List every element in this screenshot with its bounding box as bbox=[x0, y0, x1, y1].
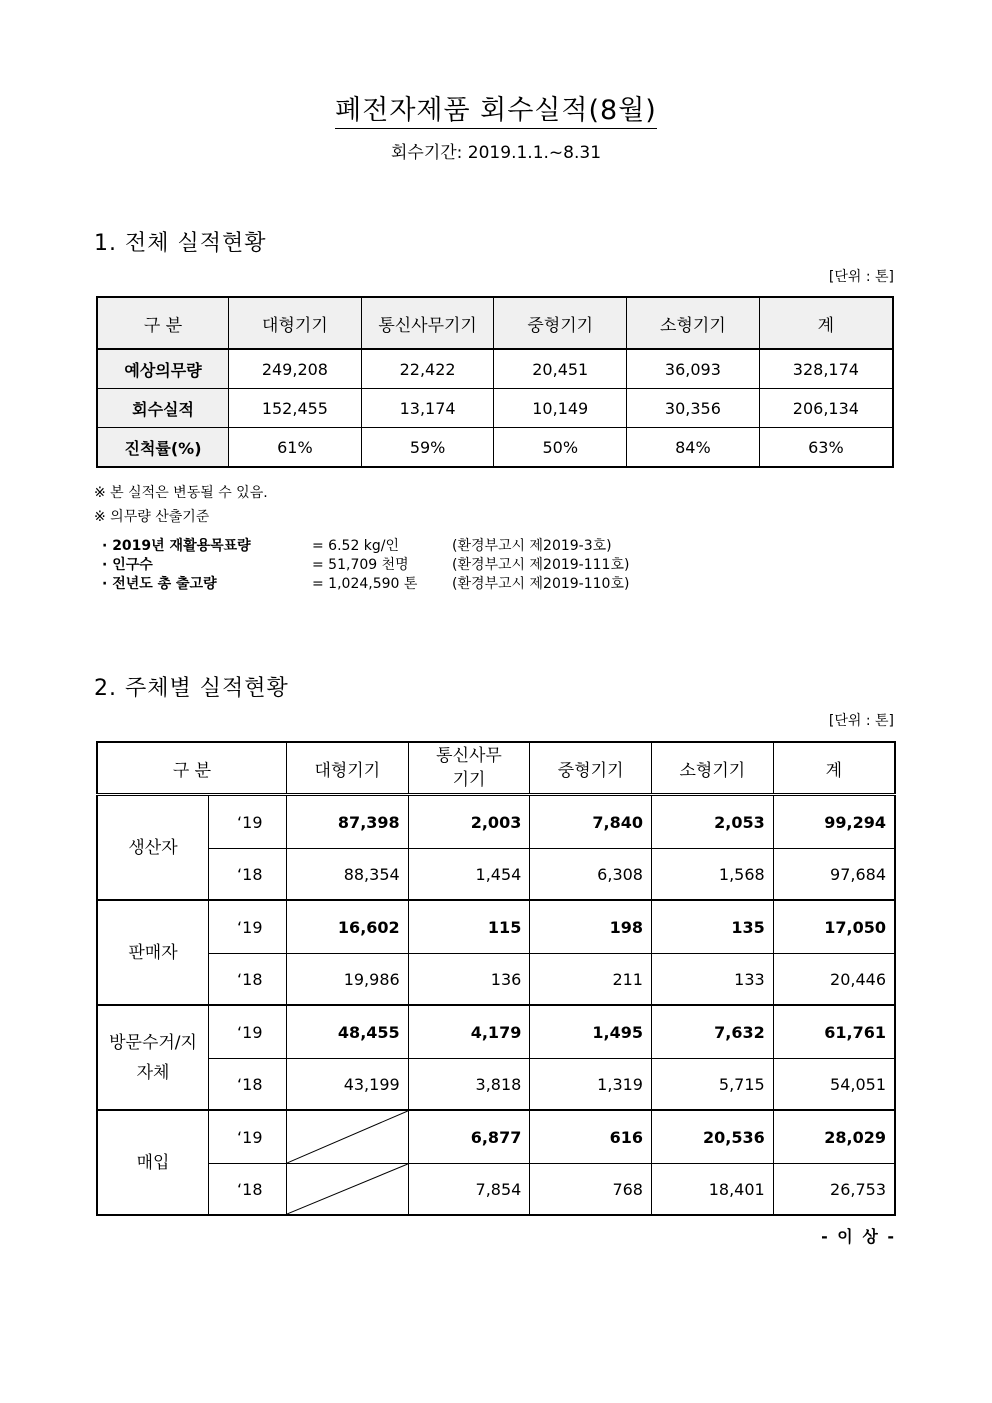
table-cell: 13,174 bbox=[361, 389, 494, 428]
table-cell: 1,319 bbox=[530, 1059, 652, 1111]
table-cell: 87,398 bbox=[286, 795, 408, 849]
table-cell: 63% bbox=[759, 428, 893, 468]
table-cell: 43,199 bbox=[286, 1059, 408, 1111]
table-cell: 19,986 bbox=[286, 954, 408, 1006]
column-header: 소형기기 bbox=[627, 297, 760, 349]
column-header: 통신사무기기 bbox=[361, 297, 494, 349]
table-cell: 6,877 bbox=[408, 1110, 530, 1164]
table-cell: 198 bbox=[530, 900, 652, 954]
year-label: ‘19 bbox=[209, 795, 287, 849]
table-row bbox=[97, 349, 893, 389]
table-cell: 249,208 bbox=[229, 349, 362, 389]
table-row bbox=[97, 1005, 895, 1059]
basis-reference: (환경부고시 제2019-110호) bbox=[452, 576, 630, 592]
column-header: 소형기기 bbox=[651, 742, 773, 795]
table-cell: 7,840 bbox=[530, 795, 652, 849]
group-label: 생산자 bbox=[97, 795, 209, 901]
column-header: 통신사무 기기 bbox=[408, 742, 530, 795]
column-header: 대형기기 bbox=[286, 742, 408, 795]
table-cell: 115 bbox=[408, 900, 530, 954]
table-cell: 61% bbox=[229, 428, 362, 468]
by-entity-performance-table bbox=[96, 741, 896, 1216]
basis-label: · 인구수 bbox=[102, 557, 153, 573]
row-header: 진척률(%) bbox=[97, 428, 229, 468]
note-variation: ※ 본 실적은 변동될 수 있음. bbox=[94, 485, 268, 501]
table-cell: 16,602 bbox=[286, 900, 408, 954]
table-cell: 133 bbox=[651, 954, 773, 1006]
basis-reference: (환경부고시 제2019-3호) bbox=[452, 538, 612, 554]
table-row bbox=[97, 849, 895, 901]
table-cell: 10,149 bbox=[494, 389, 627, 428]
table-cell: 54,051 bbox=[773, 1059, 895, 1111]
table-cell: 1,568 bbox=[651, 849, 773, 901]
basis-value: = 6.52 kg/인 bbox=[312, 538, 400, 554]
table-cell: 20,446 bbox=[773, 954, 895, 1006]
table-cell: 17,050 bbox=[773, 900, 895, 954]
document-title: 폐전자제품 회수실적(8월) bbox=[0, 88, 992, 127]
column-header: 중형기기 bbox=[494, 297, 627, 349]
table-row bbox=[97, 900, 895, 954]
row-header: 예상의무량 bbox=[97, 349, 229, 389]
table-cell: 48,455 bbox=[286, 1005, 408, 1059]
list-item bbox=[102, 575, 712, 594]
column-header: 중형기기 bbox=[530, 742, 652, 795]
table-cell: 84% bbox=[627, 428, 760, 468]
table-cell: 6,308 bbox=[530, 849, 652, 901]
table-cell: 20,536 bbox=[651, 1110, 773, 1164]
table-cell: 61,761 bbox=[773, 1005, 895, 1059]
table-cell: 99,294 bbox=[773, 795, 895, 849]
table-cell: 616 bbox=[530, 1110, 652, 1164]
table-cell: 152,455 bbox=[229, 389, 362, 428]
year-label: ‘19 bbox=[209, 1005, 287, 1059]
table-header-row bbox=[97, 297, 893, 349]
year-label: ‘18 bbox=[209, 954, 287, 1006]
table-cell: 36,093 bbox=[627, 349, 760, 389]
table-cell: 5,715 bbox=[651, 1059, 773, 1111]
table-row bbox=[97, 428, 893, 468]
collection-period: 회수기간: 2019.1.1.~8.31 bbox=[390, 143, 602, 163]
table-row bbox=[97, 1164, 895, 1216]
basis-reference: (환경부고시 제2019-111호) bbox=[452, 557, 630, 573]
table-row bbox=[97, 954, 895, 1006]
empty-diagonal-cell bbox=[286, 1164, 408, 1216]
diagonal-line bbox=[287, 1164, 408, 1214]
table-cell: 7,854 bbox=[408, 1164, 530, 1216]
basis-label: · 2019년 재활용목표량 bbox=[102, 538, 251, 554]
section2-unit: [단위 : 톤] bbox=[828, 713, 894, 729]
year-label: ‘18 bbox=[209, 1164, 287, 1216]
note-basis: ※ 의무량 산출기준 bbox=[94, 509, 210, 525]
column-header: 구 분 bbox=[97, 297, 229, 349]
group-label: 판매자 bbox=[97, 900, 209, 1005]
basis-value: = 51,709 천명 bbox=[312, 557, 409, 573]
column-header: 계 bbox=[759, 297, 893, 349]
table-cell: 1,454 bbox=[408, 849, 530, 901]
table-cell: 22,422 bbox=[361, 349, 494, 389]
diagonal-line bbox=[287, 1111, 408, 1163]
column-header: 구 분 bbox=[97, 742, 286, 795]
table-cell: 328,174 bbox=[759, 349, 893, 389]
list-item bbox=[102, 556, 712, 575]
table-cell: 4,179 bbox=[408, 1005, 530, 1059]
table-cell: 135 bbox=[651, 900, 773, 954]
table-cell: 18,401 bbox=[651, 1164, 773, 1216]
table-cell: 206,134 bbox=[759, 389, 893, 428]
table-cell: 7,632 bbox=[651, 1005, 773, 1059]
overall-performance-table bbox=[96, 296, 894, 468]
empty-diagonal-cell bbox=[286, 1110, 408, 1164]
table-cell: 2,053 bbox=[651, 795, 773, 849]
table-cell: 2,003 bbox=[408, 795, 530, 849]
table-cell: 28,029 bbox=[773, 1110, 895, 1164]
table-cell: 768 bbox=[530, 1164, 652, 1216]
table-cell: 1,495 bbox=[530, 1005, 652, 1059]
table-cell: 59% bbox=[361, 428, 494, 468]
list-item bbox=[102, 537, 712, 556]
table-cell: 26,753 bbox=[773, 1164, 895, 1216]
year-label: ‘19 bbox=[209, 900, 287, 954]
row-header: 회수실적 bbox=[97, 389, 229, 428]
basis-value: = 1,024,590 톤 bbox=[312, 576, 418, 592]
column-header: 대형기기 bbox=[229, 297, 362, 349]
basis-label: · 전년도 총 출고량 bbox=[102, 576, 217, 592]
year-label: ‘19 bbox=[209, 1110, 287, 1164]
group-label: 방문수거/지 자체 bbox=[97, 1005, 209, 1110]
table-cell: 30,356 bbox=[627, 389, 760, 428]
year-label: ‘18 bbox=[209, 849, 287, 901]
table-row bbox=[97, 1110, 895, 1164]
table-row bbox=[97, 389, 893, 428]
section1-heading: 1. 전체 실적현황 bbox=[94, 231, 267, 256]
year-label: ‘18 bbox=[209, 1059, 287, 1111]
column-header: 계 bbox=[773, 742, 895, 795]
table-cell: 3,818 bbox=[408, 1059, 530, 1111]
section1-unit: [단위 : 톤] bbox=[828, 269, 894, 285]
table-header-row bbox=[97, 742, 895, 795]
table-cell: 97,684 bbox=[773, 849, 895, 901]
table-row bbox=[97, 1059, 895, 1111]
table-cell: 136 bbox=[408, 954, 530, 1006]
section2-heading: 2. 주체별 실적현황 bbox=[94, 676, 289, 701]
table-row bbox=[97, 795, 895, 849]
end-mark: - 이 상 - bbox=[821, 1227, 896, 1246]
table-cell: 88,354 bbox=[286, 849, 408, 901]
obligation-basis-list bbox=[102, 537, 712, 594]
group-label: 매입 bbox=[97, 1110, 209, 1215]
table-cell: 20,451 bbox=[494, 349, 627, 389]
table-cell: 50% bbox=[494, 428, 627, 468]
table-cell: 211 bbox=[530, 954, 652, 1006]
